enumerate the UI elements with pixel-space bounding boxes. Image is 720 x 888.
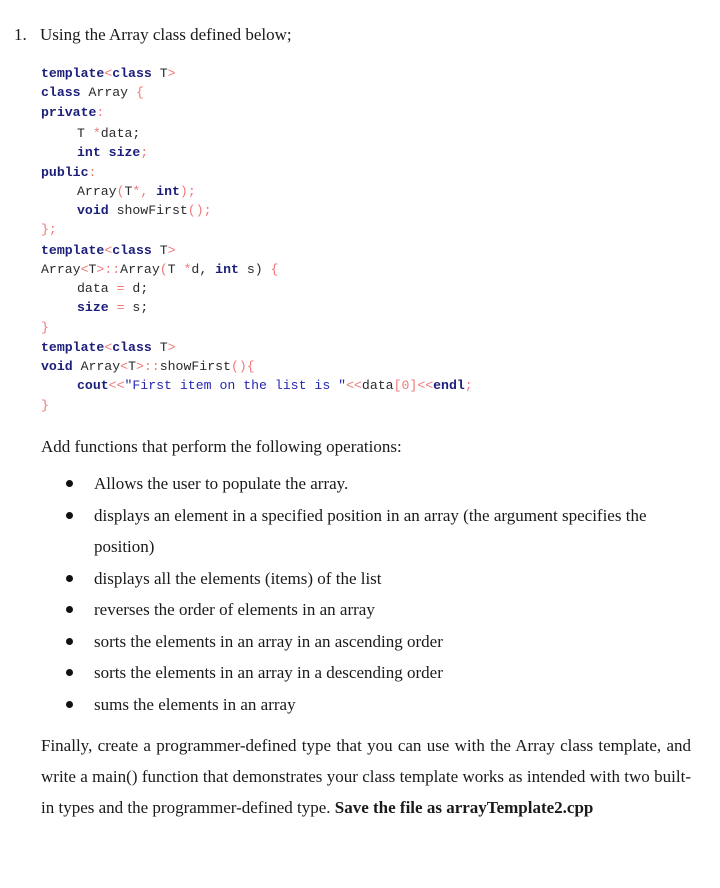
code-line [41,338,176,357]
code-token: < [104,66,113,81]
bullet-icon [66,638,73,645]
code-token: } [41,320,49,335]
code-token: Array [72,359,121,374]
list-item [66,689,706,721]
list-item [66,657,706,689]
code-token: data; [100,126,141,141]
code-token: public [41,165,89,180]
code-token: } [41,398,49,413]
code-token: }; [41,222,57,237]
code-line [41,260,279,279]
list-item-text: sums the elements in an array [94,694,296,714]
code-token: "First item on the list is " [124,378,347,393]
code-token: d, [191,262,216,277]
code-token: s; [124,300,149,315]
code-line [41,357,255,376]
code-token: ; [140,145,149,160]
code-token: T [167,262,184,277]
code-line [41,318,49,337]
code-token: < [120,359,129,374]
code-token: d; [124,281,149,296]
code-token: = [116,300,125,315]
code-token: > [167,340,176,355]
code-token: Array [77,184,117,199]
list-item-text: Allows the user to populate the array. [94,474,349,493]
bullet-icon [66,480,73,487]
code-token: > [167,66,176,81]
code-token: class [112,243,152,258]
question-prompt: Using the Array class defined below; [40,25,292,44]
code-token: Array [80,85,136,100]
code-token: private [41,105,97,120]
bullet-icon [66,575,73,582]
list-item [66,468,706,500]
code-token: T [151,66,168,81]
save-file-instruction: Save the file as arrayTemplate2.cpp [334,798,594,817]
list-item [66,594,706,626]
code-line [41,201,212,220]
bullet-icon [66,512,73,519]
code-token: * [183,262,192,277]
code-token: << [417,378,434,393]
list-item-text: displays an element in a specified position in an array (the argument specifies the position) [94,505,647,556]
code-token: class [112,66,152,81]
code-token: T [77,126,93,141]
code-line [41,376,473,395]
code-line [41,124,140,143]
code-token: template [41,243,105,258]
code-line [41,83,144,102]
code-token: showFirst [108,203,188,218]
question-number: 1. [14,25,27,44]
bullet-icon [66,669,73,676]
code-token: ); [179,184,196,199]
list-item-text: sorts the elements in an array in an ascending order [94,631,443,651]
code-token: [0] [393,378,418,393]
code-line [41,182,196,201]
code-token: Array [120,262,160,277]
code-token [101,145,109,160]
code-token [109,300,117,315]
code-line [41,64,176,83]
list-item-text: displays all the elements (items) of the list [94,568,382,588]
code-token: T [151,243,168,258]
code-token: < [104,340,113,355]
code-token: < [80,262,89,277]
code-token: data [361,378,394,393]
code-token: void [77,203,109,218]
code-token: << [346,378,362,393]
code-token: (); [187,203,212,218]
code-token: data [77,281,117,296]
code-token: ( [116,184,125,199]
final-instructions [41,730,691,823]
code-line [41,279,148,298]
code-token: size [108,145,141,160]
code-token: T [151,340,168,355]
bullet-icon [66,606,73,613]
code-token: << [108,378,125,393]
code-token: template [41,66,105,81]
operations-intro: Add functions that perform the following operations: [41,437,402,456]
code-token: endl [433,378,465,393]
code-token: int [215,262,239,277]
code-token: * [92,126,101,141]
code-token: int [156,184,180,199]
code-token: >:: [135,359,160,374]
code-line [41,103,104,122]
code-token: : [88,165,97,180]
code-token: > [167,243,176,258]
code-token: >:: [96,262,121,277]
code-token: template [41,340,105,355]
code-token: { [270,262,279,277]
code-token: s) [238,262,271,277]
code-token: = [116,281,125,296]
code-token: < [104,243,113,258]
bullet-icon [66,701,73,708]
code-line [41,220,57,239]
list-item-text: sorts the elements in an array in a descending order [94,663,443,682]
list-item [66,563,706,595]
code-token: class [112,340,152,355]
code-token: T [128,359,136,374]
code-line [41,163,96,182]
list-item [66,626,706,658]
code-token: size [77,300,109,315]
final-text: Finally, create a programmer-defined type that you can use with the Array class template, and write a main() function that demonstrates your class template works as intended with two built-in types and the programmer-defined type. [41,736,691,817]
code-token: ; [464,378,473,393]
code-line [41,143,148,162]
code-token: { [135,85,144,100]
code-line [41,298,148,317]
code-token: T [124,184,133,199]
question-heading [14,24,292,46]
code-token: *, [132,184,157,199]
code-token: int [77,145,101,160]
code-token: Array [41,262,81,277]
code-line [41,241,176,260]
list-item [66,500,706,563]
operations-list [66,468,706,720]
code-token: (){ [230,359,255,374]
code-token: showFirst [159,359,231,374]
code-line [41,396,49,415]
code-token: T [88,262,97,277]
code-token: void [41,359,73,374]
code-token: ( [159,262,168,277]
code-token: : [96,105,105,120]
code-token: cout [77,378,109,393]
code-token: class [41,85,81,100]
list-item-text: reverses the order of elements in an array [94,600,375,619]
